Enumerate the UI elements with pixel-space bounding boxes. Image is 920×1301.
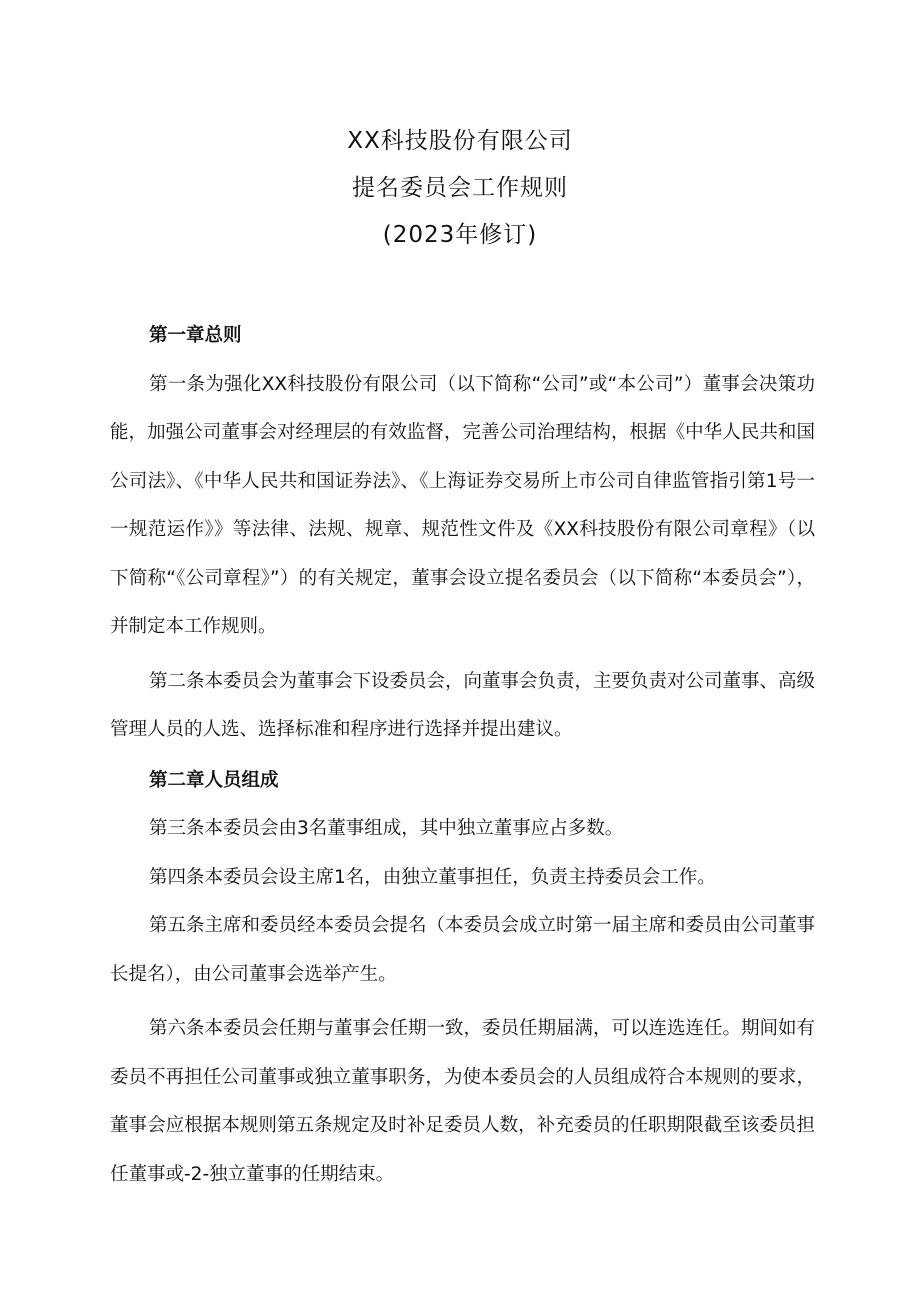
document-title: 提名委员会工作规则 — [352, 175, 568, 201]
article-1: 第一条为强化XX科技股份有限公司（以下简称“公司”或“本公司”）董事会决策功能，加强公司董事会对经理层的有效监督，完善公司治理结构，根据《中华人民共和国公司法》、《中华人民共和国证券法》、《上海证券交易所上市公司自律监管指引第1号一一规范运作》》等法律、法规、规章、规范性文件及《XX科技股份有限公司章程》（以下简称“《公司章程》”）的有关规定，董事会设立提名委员会（以下简称“本委员会”），并制定本工作规则。 — [110, 373, 815, 637]
article-6: 第六条本委员会任期与董事会任期一致，委员任期届满，可以连选连任。期间如有委员不再担任公司董事或独立董事职务，为使本委员会的人员组成符合本规则的要求，董事会应根据本规则第五条规定及时补足委员人数，补充委员的任职期限截至该委员担任董事或-2-独立董事的任期结束。 — [110, 1018, 816, 1185]
chapter-2-heading: 第二章人员组成 — [149, 769, 279, 791]
article-3: 第三条本委员会由3名董事组成，其中独立董事应占多数。 — [149, 818, 624, 839]
article-4: 第四条本委员会设主席1名，由独立董事担任，负责主持委员会工作。 — [149, 866, 716, 888]
chapter-1-heading: 第一章总则 — [149, 325, 242, 346]
company-title: XX科技股份有限公司 — [347, 128, 573, 154]
article-5: 第五条主席和委员经本委员会提名（本委员会成立时第一届主席和委员由公司董事长提名），由公司董事会选举产生。 — [110, 915, 816, 985]
article-2: 第二条本委员会为董事会下设委员会，向董事会负责，主要负责对公司董事、高级管理人员的人选、选择标准和程序进行选择并提出建议。 — [110, 670, 816, 740]
revision-label: (2023年修订) — [382, 222, 538, 248]
document-body — [110, 312, 815, 1199]
title-block — [0, 118, 920, 259]
